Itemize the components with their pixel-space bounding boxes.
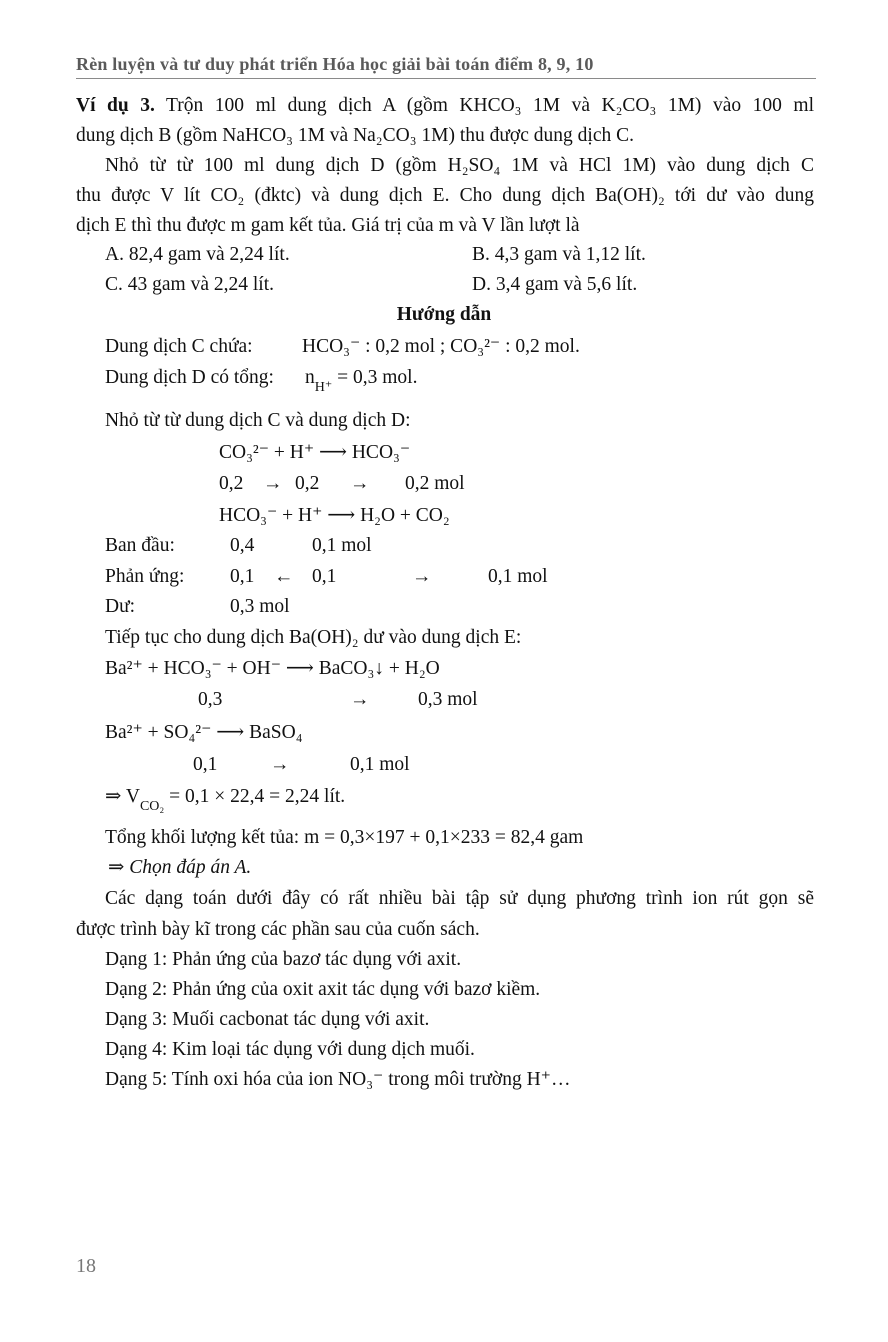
arrow-right-icon: →: [263, 473, 283, 494]
type-4: Dạng 4: Kim loại tác dụng với dung dịch muối.: [105, 1039, 475, 1060]
mass-result: Tổng khối lượng kết tủa: m = 0,3×197 + 0,1×233 = 82,4 gam: [105, 827, 584, 848]
option-d: D. 3,4 gam và 5,6 lít.: [472, 274, 638, 295]
header-divider: [76, 78, 816, 79]
amount: 0,3 mol: [418, 689, 478, 710]
amount: 0,2: [219, 473, 244, 494]
equation-1: CO₃²⁻ + H⁺ ⟶ HCO₃⁻: [219, 442, 411, 463]
equation-4: Ba²⁺ + SO₄²⁻ ⟶ BaSO₄: [105, 722, 303, 743]
type-1: Dạng 1: Phản ứng của bazơ tác dụng với axit.: [105, 949, 462, 970]
answer: ⇒ Chọn đáp án A.: [108, 857, 252, 878]
solution-d-label: Dung dịch D có tổng:: [105, 367, 274, 388]
option-b: B. 4,3 gam và 1,12 lít.: [472, 244, 646, 265]
type-3: Dạng 3: Muối cacbonat tác dụng với axit.: [105, 1009, 430, 1030]
volume-subscript: CO₂: [139, 799, 165, 814]
amount: 0,1: [312, 566, 337, 587]
row-label: Ban đầu:: [105, 535, 175, 556]
solution-c-label: Dung dịch C chứa:: [105, 336, 253, 357]
equation-3: Ba²⁺ + HCO₃⁻ + OH⁻ ⟶ BaCO₃↓ + H₂O: [105, 658, 440, 679]
option-c: C. 43 gam và 2,24 lít.: [105, 274, 274, 295]
example-line-5: dịch E thì thu được m gam kết tủa. Giá trị của m và V lần lượt là: [76, 215, 580, 236]
notes-line-2: được trình bày kĩ trong các phần sau của cuốn sách.: [76, 919, 480, 940]
amount: 0,3: [198, 689, 223, 710]
volume-value: = 0,1 × 22,4 = 2,24 lít.: [164, 786, 346, 807]
example-line-4: thu được V lít CO₂ (đktc) và dung dịch E. Cho dung dịch Ba(OH)₂ tới dư vào dung: [76, 185, 814, 206]
amount: 0,1: [230, 566, 255, 587]
notes-line-1: Các dạng toán dưới đây có rất nhiều bài tập sử dụng phương trình ion rút gọn sẽ: [105, 888, 814, 909]
amount: 0,1: [193, 754, 218, 775]
n-value: = 0,3 mol.: [337, 367, 418, 388]
step-1: Nhỏ từ từ dung dịch C và dung dịch D:: [105, 410, 411, 431]
n-subscript: H⁺: [314, 380, 333, 395]
example-line-2: dung dịch B (gồm NaHCO₃ 1M và Na₂CO₃ 1M) thu được dung dịch C.: [76, 125, 634, 146]
option-a: A. 82,4 gam và 2,24 lít.: [105, 244, 290, 265]
amount: 0,1 mol: [350, 754, 410, 775]
row-label: Phản ứng:: [105, 566, 185, 587]
arrow-right-icon: →: [270, 754, 290, 775]
amount: 0,1 mol: [312, 535, 372, 556]
volume-symbol: ⇒ V: [105, 786, 140, 807]
arrow-right-icon: →: [350, 473, 370, 494]
example-line-3: Nhỏ từ từ 100 ml dung dịch D (gồm H₂SO₄ 1M và HCl 1M) vào dung dịch C: [105, 155, 814, 176]
solution-d-value: [305, 366, 418, 395]
equation-2: HCO₃⁻ + H⁺ ⟶ H₂O + CO₂: [219, 505, 450, 526]
amount: 0,3 mol: [230, 596, 290, 617]
amount: 0,2: [295, 473, 320, 494]
amount: 0,4: [230, 535, 255, 556]
row-label: Dư:: [105, 596, 136, 617]
step-2: Tiếp tục cho dung dịch Ba(OH)₂ dư vào dung dịch E:: [105, 627, 522, 648]
solution-c-value: HCO₃⁻ : 0,2 mol ; CO₃²⁻ : 0,2 mol.: [302, 336, 580, 357]
running-header: Rèn luyện và tư duy phát triển Hóa học giải bài toán điểm 8, 9, 10: [76, 54, 594, 74]
page-number: 18: [76, 1255, 96, 1277]
volume-result: [105, 785, 346, 814]
example-text: Trộn 100 ml dung dịch A (gồm KHCO₃ 1M và K₂CO₃ 1M) vào 100 ml: [166, 95, 814, 116]
example-label: Ví dụ 3.: [76, 95, 155, 116]
example-line-1: [76, 94, 814, 118]
amount: 0,2 mol: [405, 473, 465, 494]
arrow-right-icon: →: [350, 689, 370, 710]
guide-title: Hướng dẫn: [396, 304, 492, 325]
arrow-right-icon: →: [412, 566, 432, 587]
arrow-left-icon: ←: [274, 566, 294, 587]
amount: 0,1 mol: [488, 566, 548, 587]
type-2: Dạng 2: Phản ứng của oxit axit tác dụng với bazơ kiềm.: [105, 979, 541, 1000]
n-symbol: n: [305, 367, 315, 388]
type-5: Dạng 5: Tính oxi hóa của ion NO₃⁻ trong môi trường H⁺…: [105, 1069, 571, 1090]
